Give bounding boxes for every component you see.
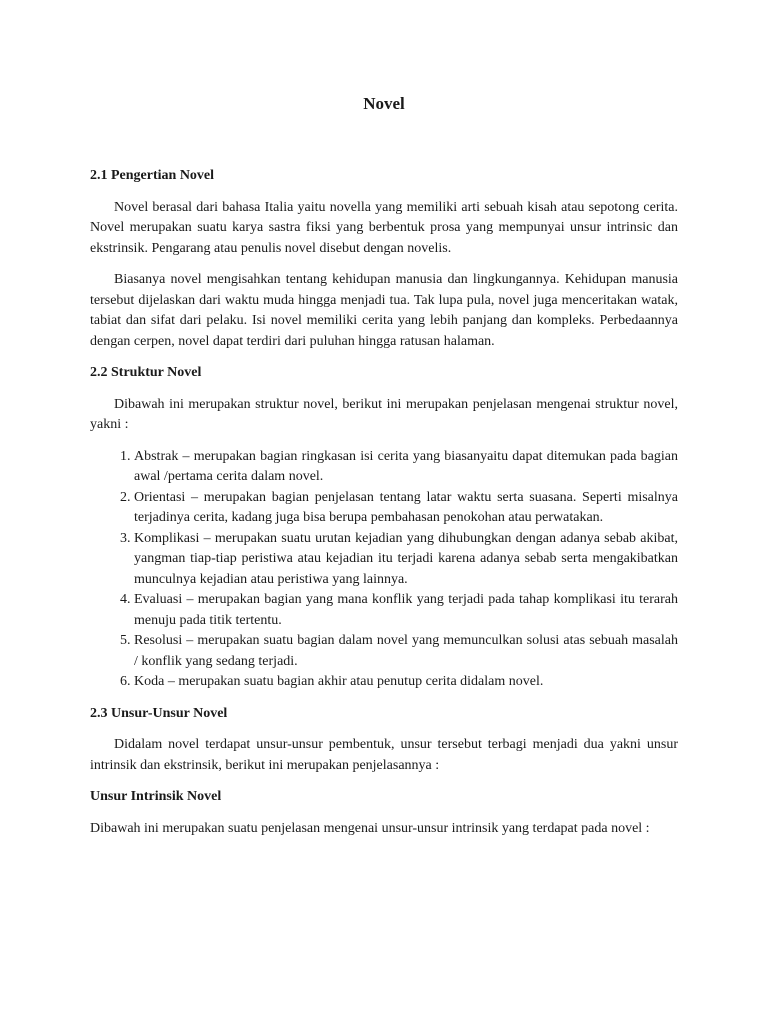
- list-item: 2. Orientasi – merupakan bagian penjelasan tentang latar waktu serta suasana. Seperti misalnya terjadinya cerita, kadang juga bisa berupa pembahasan penokohan atau perwatakan.: [134, 488, 678, 529]
- document-body: [90, 166, 678, 850]
- paragraph: Didalam novel terdapat unsur-unsur pembentuk, unsur tersebut terbagi menjadi dua yakni unsur intrinsik dan ekstrinsik, berikut ini merupakan penjelasannya :: [90, 737, 678, 773]
- paragraph: Dibawah ini merupakan struktur novel, berikut ini merupakan penjelasan mengenai struktur novel, yakni :: [90, 396, 678, 432]
- section-heading-pengertian: 2.1 Pengertian Novel: [90, 168, 215, 183]
- struktur-list: [90, 447, 678, 693]
- list-item: 1. Abstrak – merupakan bagian ringkasan isi cerita yang biasanyaitu dapat ditemukan pada bagian awal /pertama cerita dalam novel.: [134, 447, 678, 488]
- paragraph: Novel berasal dari bahasa Italia yaitu novella yang memiliki arti sebuah kisah atau sepotong cerita. Novel merupakan suatu karya sastra fiksi yang berbentuk prosa yang mempunyai unsur intrinsic dan ekstrinsik. Pengarang atau penulis novel disebut dengan novelis.: [90, 199, 678, 256]
- list-item: 6. Koda – merupakan suatu bagian akhir atau penutup cerita didalam novel.: [134, 672, 678, 693]
- list-item: 3. Komplikasi – merupakan suatu urutan kejadian yang dihubungkan dengan adanya sebab akibat, yangman tiap-tiap peristiwa atau kejadian itu terjadi karena adanya sebab serta mengakibatkan munculnya kejadian atau peristiwa yang lainnya.: [134, 529, 678, 591]
- subheading-unsur-intrinsik: Unsur Intrinsik Novel: [90, 789, 222, 804]
- paragraph: Dibawah ini merupakan suatu penjelasan mengenai unsur-unsur intrinsik yang terdapat pada novel :: [90, 820, 650, 836]
- section-heading-struktur: 2.2 Struktur Novel: [90, 365, 202, 380]
- list-item: 5. Resolusi – merupakan suatu bagian dalam novel yang memunculkan solusi atas sebuah masalah / konflik yang sedang terjadi.: [134, 631, 678, 672]
- list-item: 4. Evaluasi – merupakan bagian yang mana konflik yang terjadi pada tahap komplikasi itu terarah menuju pada titik tertentu.: [134, 590, 678, 631]
- section-heading-unsur: 2.3 Unsur-Unsur Novel: [90, 705, 228, 721]
- page-title: Novel: [363, 94, 405, 113]
- paragraph: Biasanya novel mengisahkan tentang kehidupan manusia dan lingkungannya. Kehidupan manusia tersebut dijelaskan dari waktu muda hingga menjadi tua. Tak lupa pula, novel juga menceritakan watak, tabiat dan sifat dari pelaku. Isi novel memiliki cerita yang lebih panjang dan kompleks. Perbedaannya dengan cerpen, novel dapat terdiri dari puluhan hingga ratusan halaman.: [90, 272, 678, 349]
